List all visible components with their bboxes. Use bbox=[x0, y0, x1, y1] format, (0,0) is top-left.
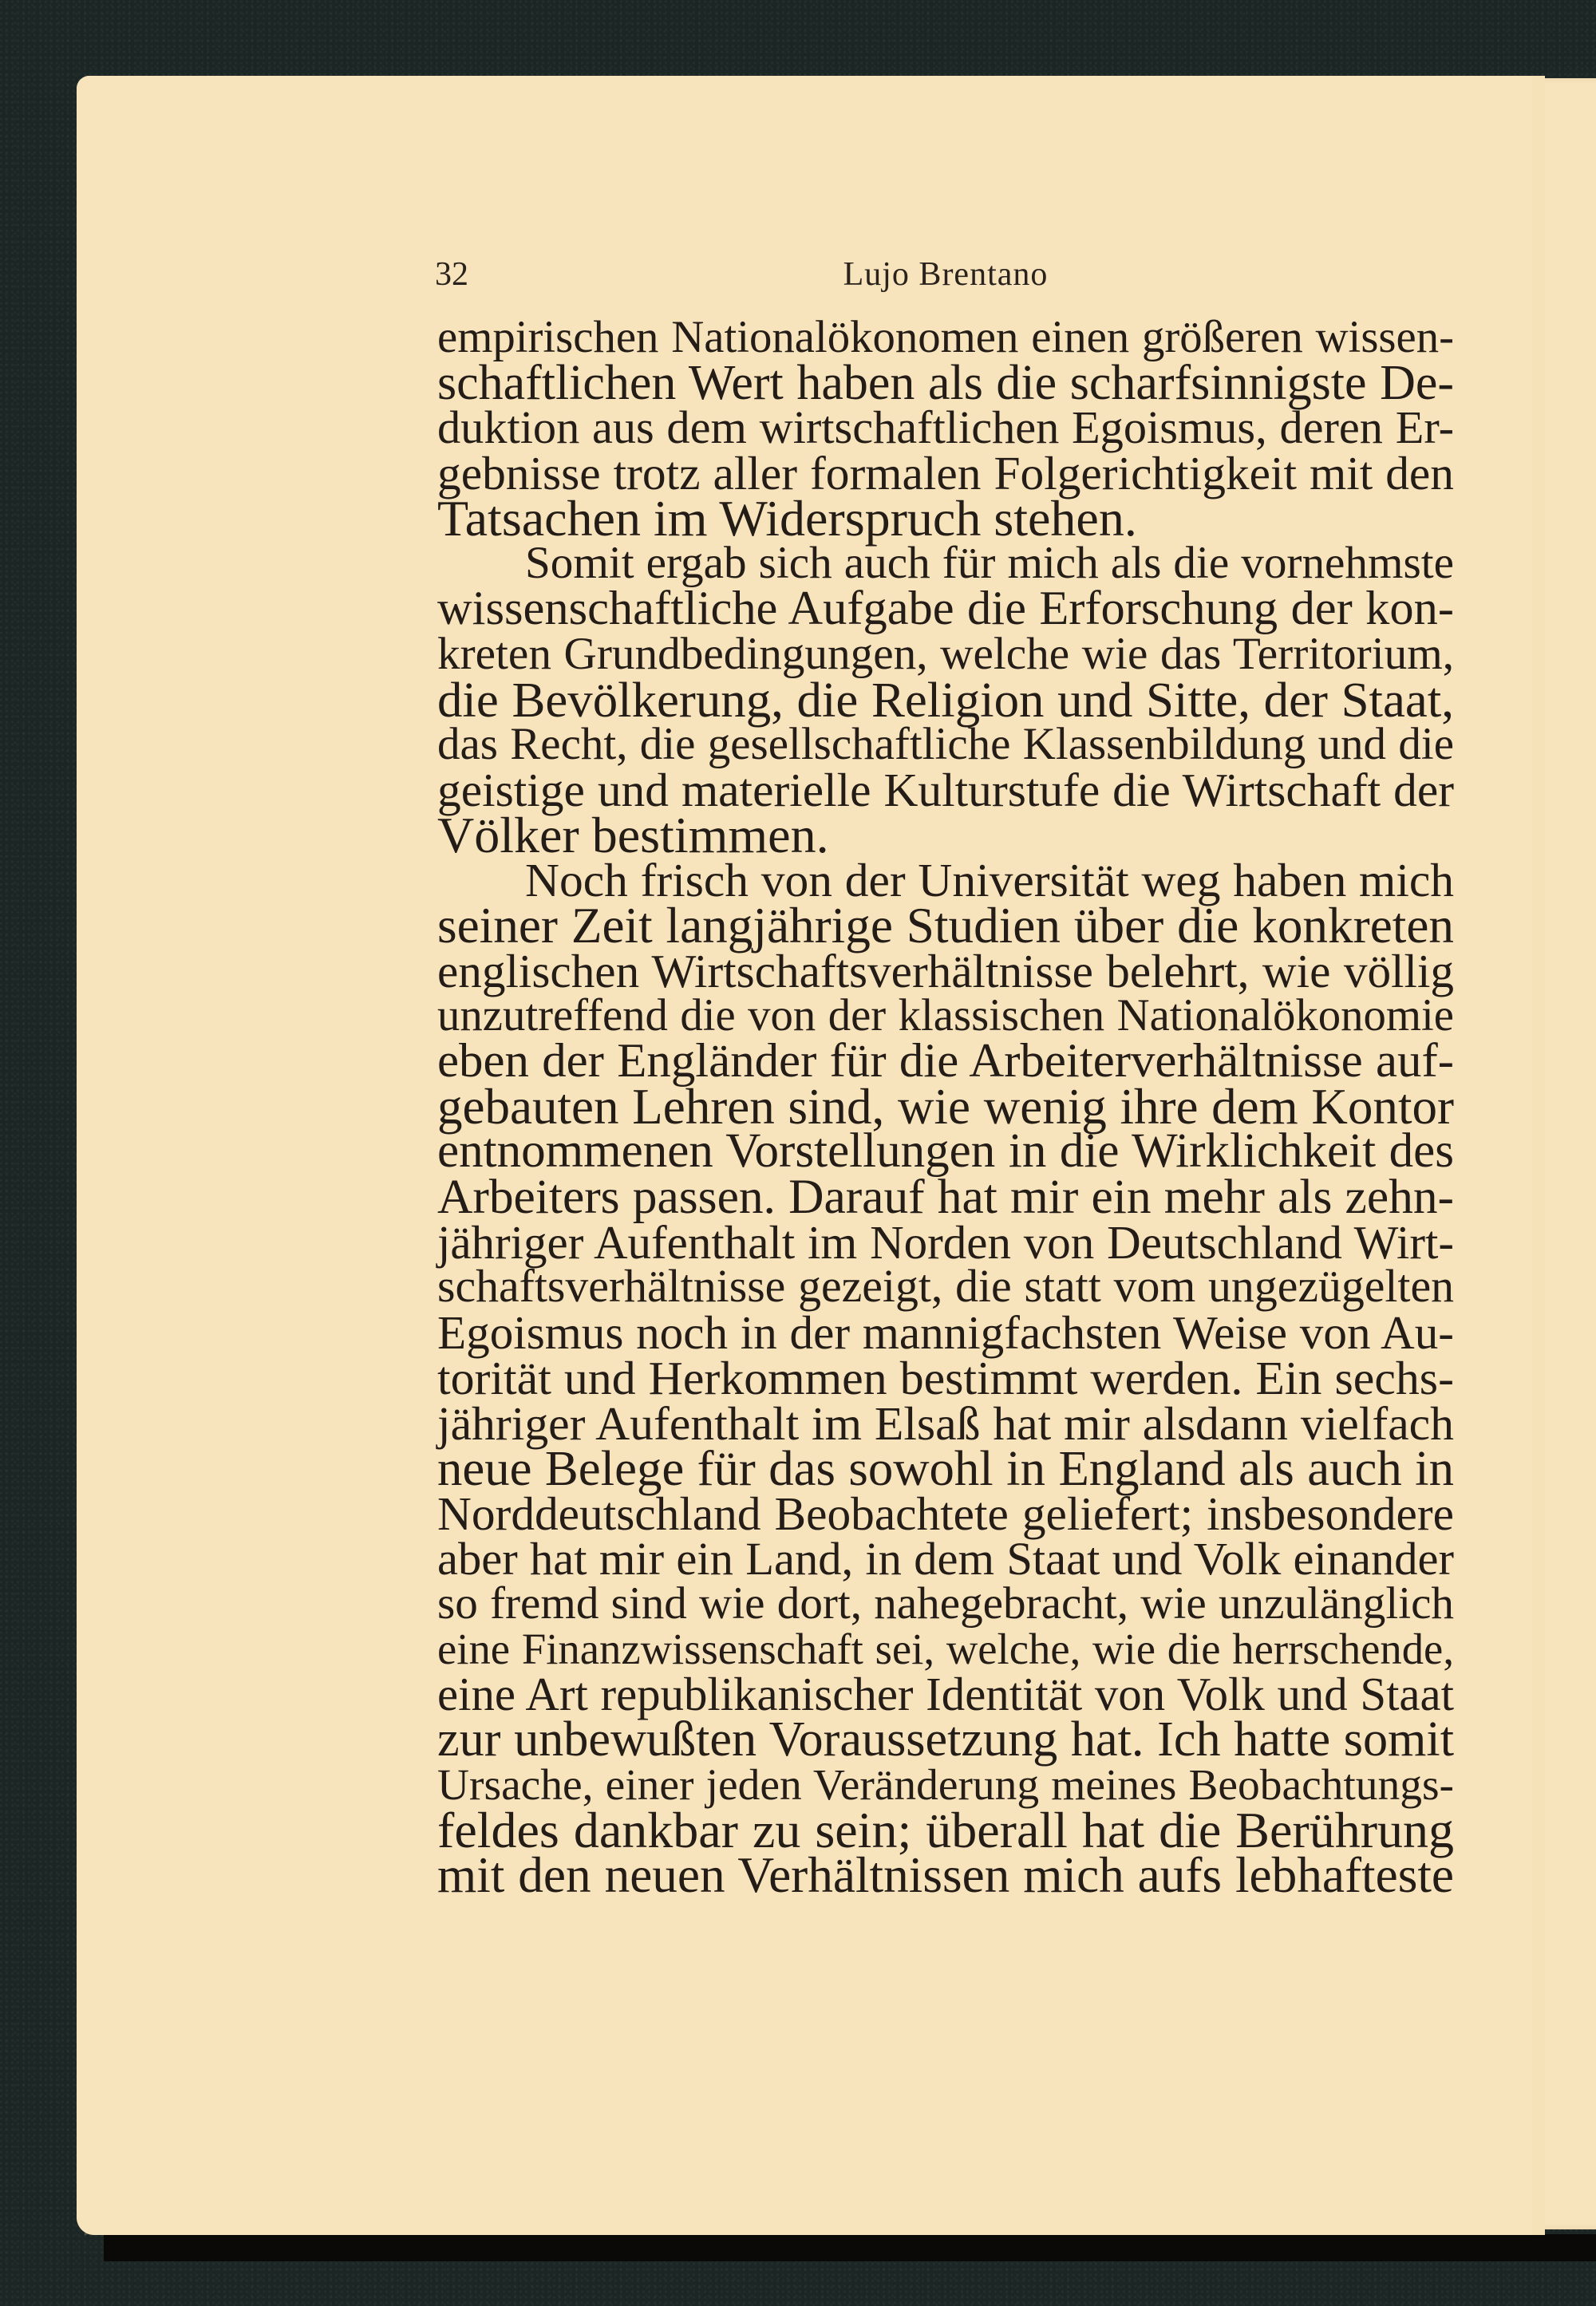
text-line: torität und Herkommen bestimmt werden. Ein sechs- bbox=[437, 1351, 1454, 1404]
text-line: englischen Wirtschaftsverhältnisse belehrt, wie völlig bbox=[437, 944, 1454, 997]
text-line: Somit ergab sich auch für mich als die vornehmste bbox=[525, 538, 1454, 589]
text-line: wissenschaftliche Aufgabe die Erforschung der kon- bbox=[437, 582, 1454, 636]
text-line: jähriger Aufenthalt im Norden von Deutschland Wirt- bbox=[437, 1215, 1454, 1269]
text-line: zur unbewußten Voraussetzung hat. Ich hatte somit bbox=[437, 1712, 1454, 1767]
text-line: Arbeiters passen. Darauf hat mir ein mehr als zehn- bbox=[437, 1170, 1454, 1225]
text-line: eben der Engländer für die Arbeiterverhältnisse auf- bbox=[437, 1034, 1454, 1088]
text-line: geistige und materielle Kulturstufe die Wirtschaft der bbox=[437, 763, 1454, 816]
text-line: Noch frisch von der Universität weg haben mich bbox=[525, 854, 1454, 907]
text-line: die Bevölkerung, die Religion und Sitte, der Staat, bbox=[437, 671, 1454, 728]
text-line: eine Finanzwissenschaft sei, welche, wie die herrschende, bbox=[437, 1624, 1454, 1673]
text-line: duktion aus dem wirtschaftlichen Egoismus, deren Er- bbox=[437, 401, 1454, 454]
text-line: unzutreffend die von der klassischen Nationalökonomie bbox=[437, 990, 1454, 1041]
text-line: gebnisse trotz aller formalen Folgerichtigkeit mit den bbox=[437, 447, 1454, 500]
text-line: so fremd sind wie dort, nahegebracht, wie unzulänglich bbox=[437, 1578, 1454, 1629]
text-line: aber hat mir ein Land, in dem Staat und Volk einander bbox=[437, 1532, 1454, 1585]
text-line: das Recht, die gesellschaftliche Klassenbildung und die bbox=[437, 719, 1454, 770]
text-line: Egoismus noch in der mannigfachsten Weise von Au- bbox=[437, 1306, 1454, 1360]
text-line: Völker bestimmen. bbox=[437, 806, 829, 863]
text-line: schaftsverhältnisse gezeigt, die statt vom ungezügelten bbox=[437, 1262, 1454, 1313]
text-line: Tatsachen im Widerspruch stehen. bbox=[437, 489, 1137, 547]
text-line: neue Belege für das sowohl in England als auch in bbox=[437, 1440, 1454, 1497]
text-line: schaftlichen Wert haben als die scharfsinnigste De- bbox=[437, 355, 1454, 410]
text-line: mit den neuen Verhältnissen mich aufs lebhafteste bbox=[437, 1847, 1454, 1904]
text-line: gebauten Lehren sind, wie wenig ihre dem Kontor bbox=[437, 1078, 1454, 1135]
page-number: 32 bbox=[435, 256, 468, 293]
text-line: Norddeutschland Beobachtete geliefert; insbesondere bbox=[437, 1487, 1454, 1540]
page-bottom-shadow bbox=[104, 2234, 1596, 2261]
text-line: empirischen Nationalökonomen einen größeren wissen- bbox=[437, 312, 1454, 362]
text-line: kreten Grundbedingungen, welche wie das Territorium, bbox=[437, 628, 1454, 679]
text-line: seiner Zeit langjährige Studien über die konkreten bbox=[437, 897, 1454, 954]
text-line: Ursache, einer jeden Veränderung meines Beobachtungs- bbox=[437, 1760, 1454, 1809]
text-line: entnommenen Vorstellungen in die Wirklichkeit des bbox=[437, 1124, 1454, 1179]
text-line: jähriger Aufenthalt im Elsaß hat mir alsdann vielfach bbox=[437, 1396, 1454, 1450]
text-line: feldes dankbar zu sein; überall hat die Berührung bbox=[437, 1801, 1454, 1858]
running-header: Lujo Brentano bbox=[843, 256, 1049, 293]
body-text bbox=[437, 312, 1454, 1904]
text-line: eine Art republikanischer Identität von Volk und Staat bbox=[437, 1668, 1454, 1720]
